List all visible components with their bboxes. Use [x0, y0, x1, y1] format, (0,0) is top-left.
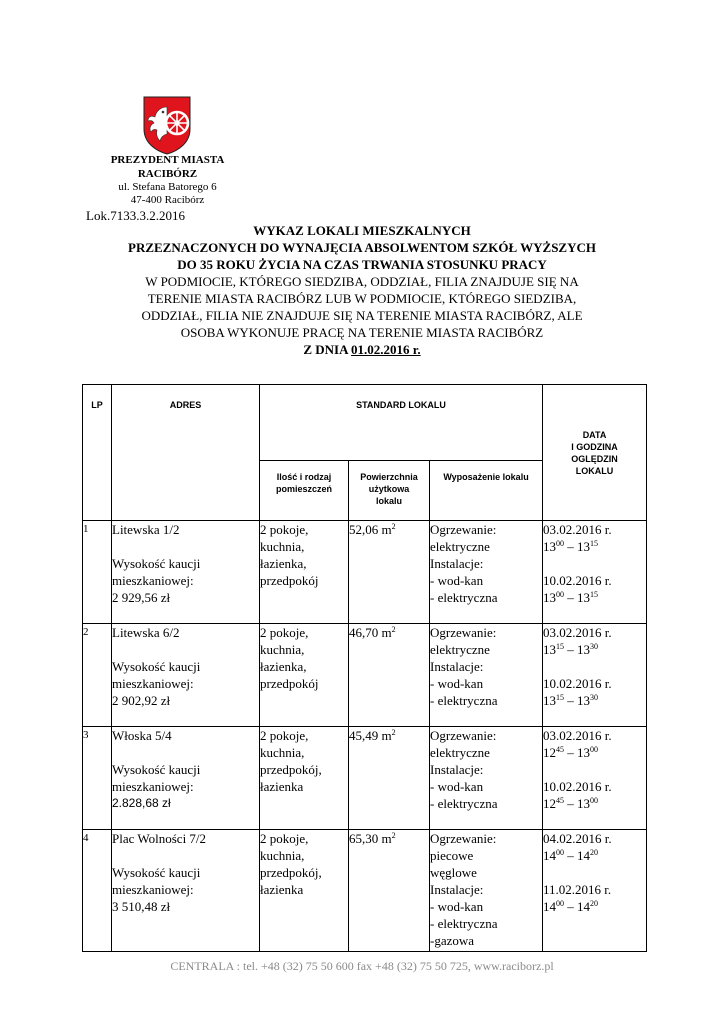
time-minute: 15	[590, 539, 599, 548]
header-date	[543, 385, 647, 521]
time-hour: 14	[577, 899, 591, 914]
row-deposit: 2 929,56 zł	[112, 590, 171, 605]
header-rooms-line: pomieszczeń	[275, 484, 333, 494]
equipment-item: Instalacje:	[430, 762, 484, 777]
visit-time: $12^{45} - 13^{00}$	[543, 796, 599, 811]
issuer-line-2: RACIBÓRZ	[137, 168, 198, 180]
time-hour: 13	[543, 642, 557, 657]
row-rooms	[260, 727, 349, 830]
time-minute: 00	[590, 796, 599, 805]
row-lp: 3	[83, 727, 112, 830]
time-hour: 13	[577, 796, 591, 811]
equipment-item: Instalacje:	[430, 556, 484, 571]
time-hour: 13	[577, 642, 591, 657]
visit-date: 11.02.2016 r.	[543, 882, 612, 897]
table-row	[83, 624, 647, 727]
visit-time: $12^{45} - 13^{00}$	[543, 745, 599, 760]
area-value: 52,06 m	[349, 522, 392, 537]
room-item: kuchnia,	[260, 642, 305, 657]
room-item: łazienka,	[260, 556, 307, 571]
title-date-prefix: Z DNIA	[303, 342, 352, 357]
time-hour: 13	[543, 590, 557, 605]
row-deposit: 2.828,68 zł	[112, 796, 171, 810]
deposit-label: mieszkaniowej:	[112, 676, 194, 691]
deposit-label: mieszkaniowej:	[112, 779, 194, 794]
header-date-line: I GODZINA	[571, 441, 618, 452]
visit-date: 03.02.2016 r.	[543, 522, 612, 537]
time-hour: 14	[577, 848, 591, 863]
row-equipment	[430, 521, 543, 624]
deposit-label: Wysokość kaucji	[112, 659, 201, 674]
equipment-item: - wod-kan	[430, 573, 484, 588]
row-street: Plac Wolności 7/2	[112, 831, 207, 846]
deposit-label: Wysokość kaucji	[112, 556, 201, 571]
title-date: 01.02.2016 r.	[351, 342, 421, 357]
header-equipment: Wyposażenie lokalu	[430, 461, 543, 521]
area-value: 45,49 m	[349, 728, 392, 743]
title-line-3: DO 35 ROKU ŻYCIA NA CZAS TRWANIA STOSUNKU PRACY	[177, 257, 547, 272]
row-area	[349, 521, 430, 624]
title-line-4: W PODMIOCIE, KTÓREGO SIEDZIBA, ODDZIAŁ, FILIA ZNAJDUJE SIĘ NA	[145, 274, 579, 289]
document-reference: Lok.7133.3.2.2016	[86, 208, 185, 223]
time-hour: 13	[543, 539, 557, 554]
time-minute: 00	[556, 590, 565, 599]
issuer-line-1: PREZYDENT MIASTA	[110, 154, 225, 166]
header-date-line: OGLĘDZIN	[571, 453, 618, 464]
header-rooms-line: Ilość i rodzaj	[276, 472, 332, 482]
time-minute: 15	[556, 642, 565, 651]
issuer-address	[80, 181, 255, 207]
title-date-line	[60, 341, 664, 358]
visit-time: $13^{00} - 13^{15}$	[543, 590, 599, 605]
room-item: 2 pokoje,	[260, 728, 309, 743]
row-street: Włoska 5/4	[112, 728, 172, 743]
equipment-item: Instalacje:	[430, 659, 484, 674]
room-item: 2 pokoje,	[260, 831, 309, 846]
equipment-item: - elektryczna	[430, 796, 498, 811]
issuer-street: ul. Stefana Batorego 6	[118, 181, 217, 193]
header-area	[349, 461, 430, 521]
equipment-item: Ogrzewanie:	[430, 522, 497, 537]
equipment-item: piecowe	[430, 848, 474, 863]
visit-date: 10.02.2016 r.	[543, 573, 612, 588]
area-unit-sup: 2	[391, 522, 396, 531]
row-deposit: 2 902,92 zł	[112, 693, 171, 708]
equipment-item: - elektryczna	[430, 693, 498, 708]
row-area	[349, 830, 430, 952]
visit-time: $13^{15} - 13^{30}$	[543, 693, 599, 708]
time-hour: 12	[543, 796, 557, 811]
time-minute: 30	[590, 693, 599, 702]
header-area-line: lokalu	[375, 496, 402, 506]
equipment-item: Ogrzewanie:	[430, 728, 497, 743]
row-address	[112, 521, 260, 624]
table-row	[83, 521, 647, 624]
time-minute: 45	[556, 796, 565, 805]
visit-time: $14^{00} - 14^{20}$	[543, 848, 599, 863]
visit-date: 10.02.2016 r.	[543, 779, 612, 794]
row-street: Litewska 1/2	[112, 522, 180, 537]
document-title	[60, 222, 664, 358]
deposit-label: Wysokość kaucji	[112, 865, 201, 880]
title-line-5: TERENIE MIASTA RACIBÓRZ LUB W PODMIOCIE, KTÓREGO SIEDZIBA,	[147, 291, 577, 306]
deposit-label: mieszkaniowej:	[112, 882, 194, 897]
room-item: łazienka,	[260, 659, 307, 674]
room-item: łazienka	[260, 882, 304, 897]
table-row	[83, 830, 647, 952]
row-area	[349, 624, 430, 727]
equipment-item: elektryczne	[430, 539, 490, 554]
time-minute: 00	[556, 539, 565, 548]
visit-date: 03.02.2016 r.	[543, 625, 612, 640]
row-lp: 2	[83, 624, 112, 727]
row-street: Litewska 6/2	[112, 625, 180, 640]
room-item: przedpokój	[260, 573, 319, 588]
equipment-item: -gazowa	[430, 933, 475, 948]
equipment-item: węglowe	[430, 865, 477, 880]
equipment-item: Instalacje:	[430, 882, 484, 897]
header-date-line: LOKALU	[575, 465, 614, 476]
room-item: przedpokój,	[260, 762, 322, 777]
header-standard: STANDARD LOKALU	[260, 385, 543, 461]
issuer-name	[80, 153, 255, 181]
visit-date: 04.02.2016 r.	[543, 831, 612, 846]
area-unit-sup: 2	[391, 625, 396, 634]
visit-date: 10.02.2016 r.	[543, 676, 612, 691]
time-hour: 14	[543, 848, 557, 863]
row-lp: 4	[83, 830, 112, 952]
header-address: ADRES	[112, 385, 260, 521]
visit-time: $13^{15} - 13^{30}$	[543, 642, 599, 657]
row-visits	[543, 624, 647, 727]
city-coat-of-arms-icon	[142, 95, 192, 155]
row-address	[112, 624, 260, 727]
table-row	[83, 727, 647, 830]
room-item: 2 pokoje,	[260, 625, 309, 640]
visit-time: $13^{00} - 13^{15}$	[543, 539, 599, 554]
time-hour: 14	[543, 899, 557, 914]
equipment-item: - wod-kan	[430, 779, 484, 794]
time-minute: 45	[556, 745, 565, 754]
equipment-item: - elektryczna	[430, 916, 498, 931]
row-rooms	[260, 830, 349, 952]
time-minute: 00	[556, 899, 565, 908]
visit-date: 03.02.2016 r.	[543, 728, 612, 743]
deposit-label: Wysokość kaucji	[112, 762, 201, 777]
row-address	[112, 727, 260, 830]
header-area-line: użytkowa	[368, 484, 410, 494]
row-area	[349, 727, 430, 830]
row-visits	[543, 727, 647, 830]
apartments-table	[82, 384, 647, 952]
room-item: łazienka	[260, 779, 304, 794]
time-minute: 15	[590, 590, 599, 599]
row-rooms	[260, 624, 349, 727]
row-visits	[543, 830, 647, 952]
row-deposit: 3 510,48 zł	[112, 899, 171, 914]
time-minute: 20	[590, 848, 599, 857]
time-hour: 13	[577, 745, 591, 760]
equipment-item: Ogrzewanie:	[430, 625, 497, 640]
equipment-item: Ogrzewanie:	[430, 831, 497, 846]
header-lp: LP	[83, 385, 112, 521]
room-item: kuchnia,	[260, 539, 305, 554]
row-lp: 1	[83, 521, 112, 624]
time-minute: 20	[590, 899, 599, 908]
time-hour: 13	[543, 693, 557, 708]
row-address	[112, 830, 260, 952]
issuer-postal: 47-400 Racibórz	[130, 194, 205, 206]
time-minute: 00	[590, 745, 599, 754]
title-line-1: WYKAZ LOKALI MIESZKALNYCH	[253, 223, 471, 238]
title-line-7: OSOBA WYKONUJE PRACĘ NA TERENIE MIASTA RACIBÓRZ	[180, 325, 544, 340]
area-unit-sup: 2	[391, 728, 396, 737]
area-value: 46,70 m	[349, 625, 392, 640]
area-unit-sup: 2	[391, 831, 396, 840]
page-footer: CENTRALA : tel. +48 (32) 75 50 600 fax +48 (32) 75 50 725, www.raciborz.pl	[170, 959, 554, 973]
time-minute: 30	[590, 642, 599, 651]
equipment-item: - wod-kan	[430, 676, 484, 691]
area-value: 65,30 m	[349, 831, 392, 846]
room-item: kuchnia,	[260, 745, 305, 760]
row-visits	[543, 521, 647, 624]
time-hour: 13	[577, 590, 591, 605]
title-line-6: ODDZIAŁ, FILIA NIE ZNAJDUJE SIĘ NA TERENIE MIASTA RACIBÓRZ, ALE	[141, 308, 583, 323]
time-hour: 13	[577, 693, 591, 708]
equipment-item: elektryczne	[430, 642, 490, 657]
row-equipment	[430, 624, 543, 727]
time-hour: 13	[577, 539, 591, 554]
time-minute: 15	[556, 693, 565, 702]
title-line-2: PRZEZNACZONYCH DO WYNAJĘCIA ABSOLWENTOM SZKÓŁ WYŻSZYCH	[128, 240, 596, 255]
equipment-item: - elektryczna	[430, 590, 498, 605]
equipment-item: elektryczne	[430, 745, 490, 760]
room-item: przedpokój	[260, 676, 319, 691]
header-rooms	[260, 461, 349, 521]
header-date-line: DATA	[582, 429, 607, 440]
room-item: kuchnia,	[260, 848, 305, 863]
room-item: 2 pokoje,	[260, 522, 309, 537]
visit-time: $14^{00} - 14^{20}$	[543, 899, 599, 914]
row-equipment	[430, 727, 543, 830]
table-header-row	[83, 385, 647, 461]
equipment-item: - wod-kan	[430, 899, 484, 914]
row-equipment	[430, 830, 543, 952]
time-hour: 12	[543, 745, 557, 760]
room-item: przedpokój,	[260, 865, 322, 880]
row-rooms	[260, 521, 349, 624]
header-area-line: Powierzchnia	[360, 472, 418, 482]
deposit-label: mieszkaniowej:	[112, 573, 194, 588]
time-minute: 00	[556, 848, 565, 857]
